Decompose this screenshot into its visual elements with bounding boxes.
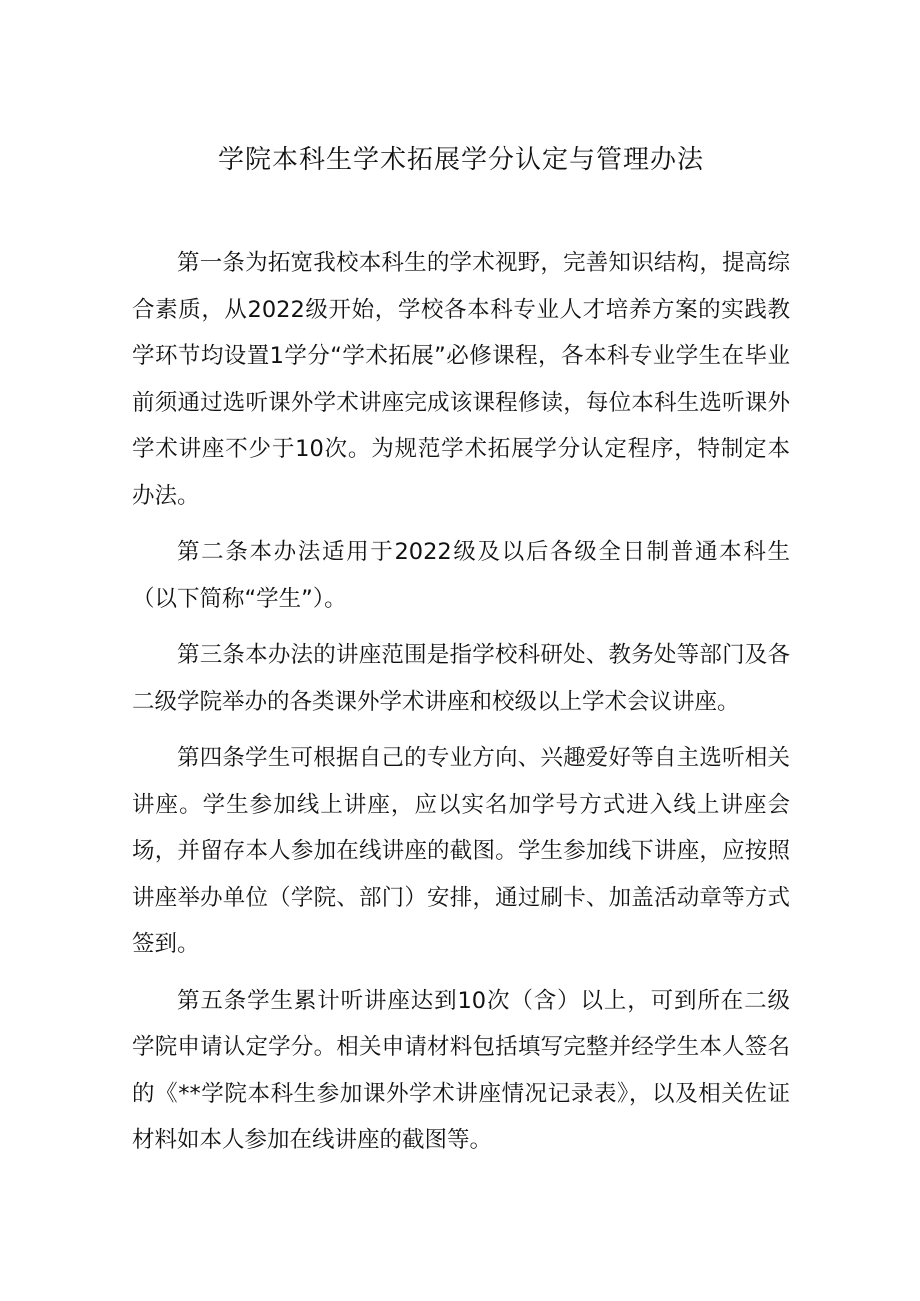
article-5: 第五条学生累计听讲座达到10次（含）以上，可到所在二级学院申请认定学分。相关申请材料包括填写完整并经学生本人签名的《**学院本科生参加课外学术讲座情况记录表》，以及相关佐证材料如本人参加在线讲座的截图等。 xyxy=(132,987,790,1153)
article-2: 第二条本办法适用于2022级及以后各级全日制普通本科生（以下简称“学生”）。 xyxy=(132,539,790,612)
document-title: 学院本科生学术拓展学分认定与管理办法 xyxy=(217,145,704,175)
article-3: 第三条本办法的讲座范围是指学校科研处、教务处等部门及各二级学院举办的各类课外学术讲座和校级以上学术会议讲座。 xyxy=(132,642,790,715)
article-1: 第一条为拓宽我校本科生的学术视野，完善知识结构，提高综合素质，从2022级开始，学校各本科专业人才培养方案的实践教学环节均设置1学分“学术拓展”必修课程，各本科专业学生在毕业前须通过选听课外学术讲座完成该课程修读，每位本科生选听课外学术讲座不少于10次。为规范学术拓展学分认定程序，特制定本办法。 xyxy=(132,250,790,509)
article-4: 第四条学生可根据自己的专业方向、兴趣爱好等自主选听相关讲座。学生参加线上讲座，应以实名加学号方式进入线上讲座会场，并留存本人参加在线讲座的截图。学生参加线下讲座，应按照讲座举办单位（学院、部门）安排，通过刷卡、加盖活动章等方式签到。 xyxy=(132,745,790,957)
